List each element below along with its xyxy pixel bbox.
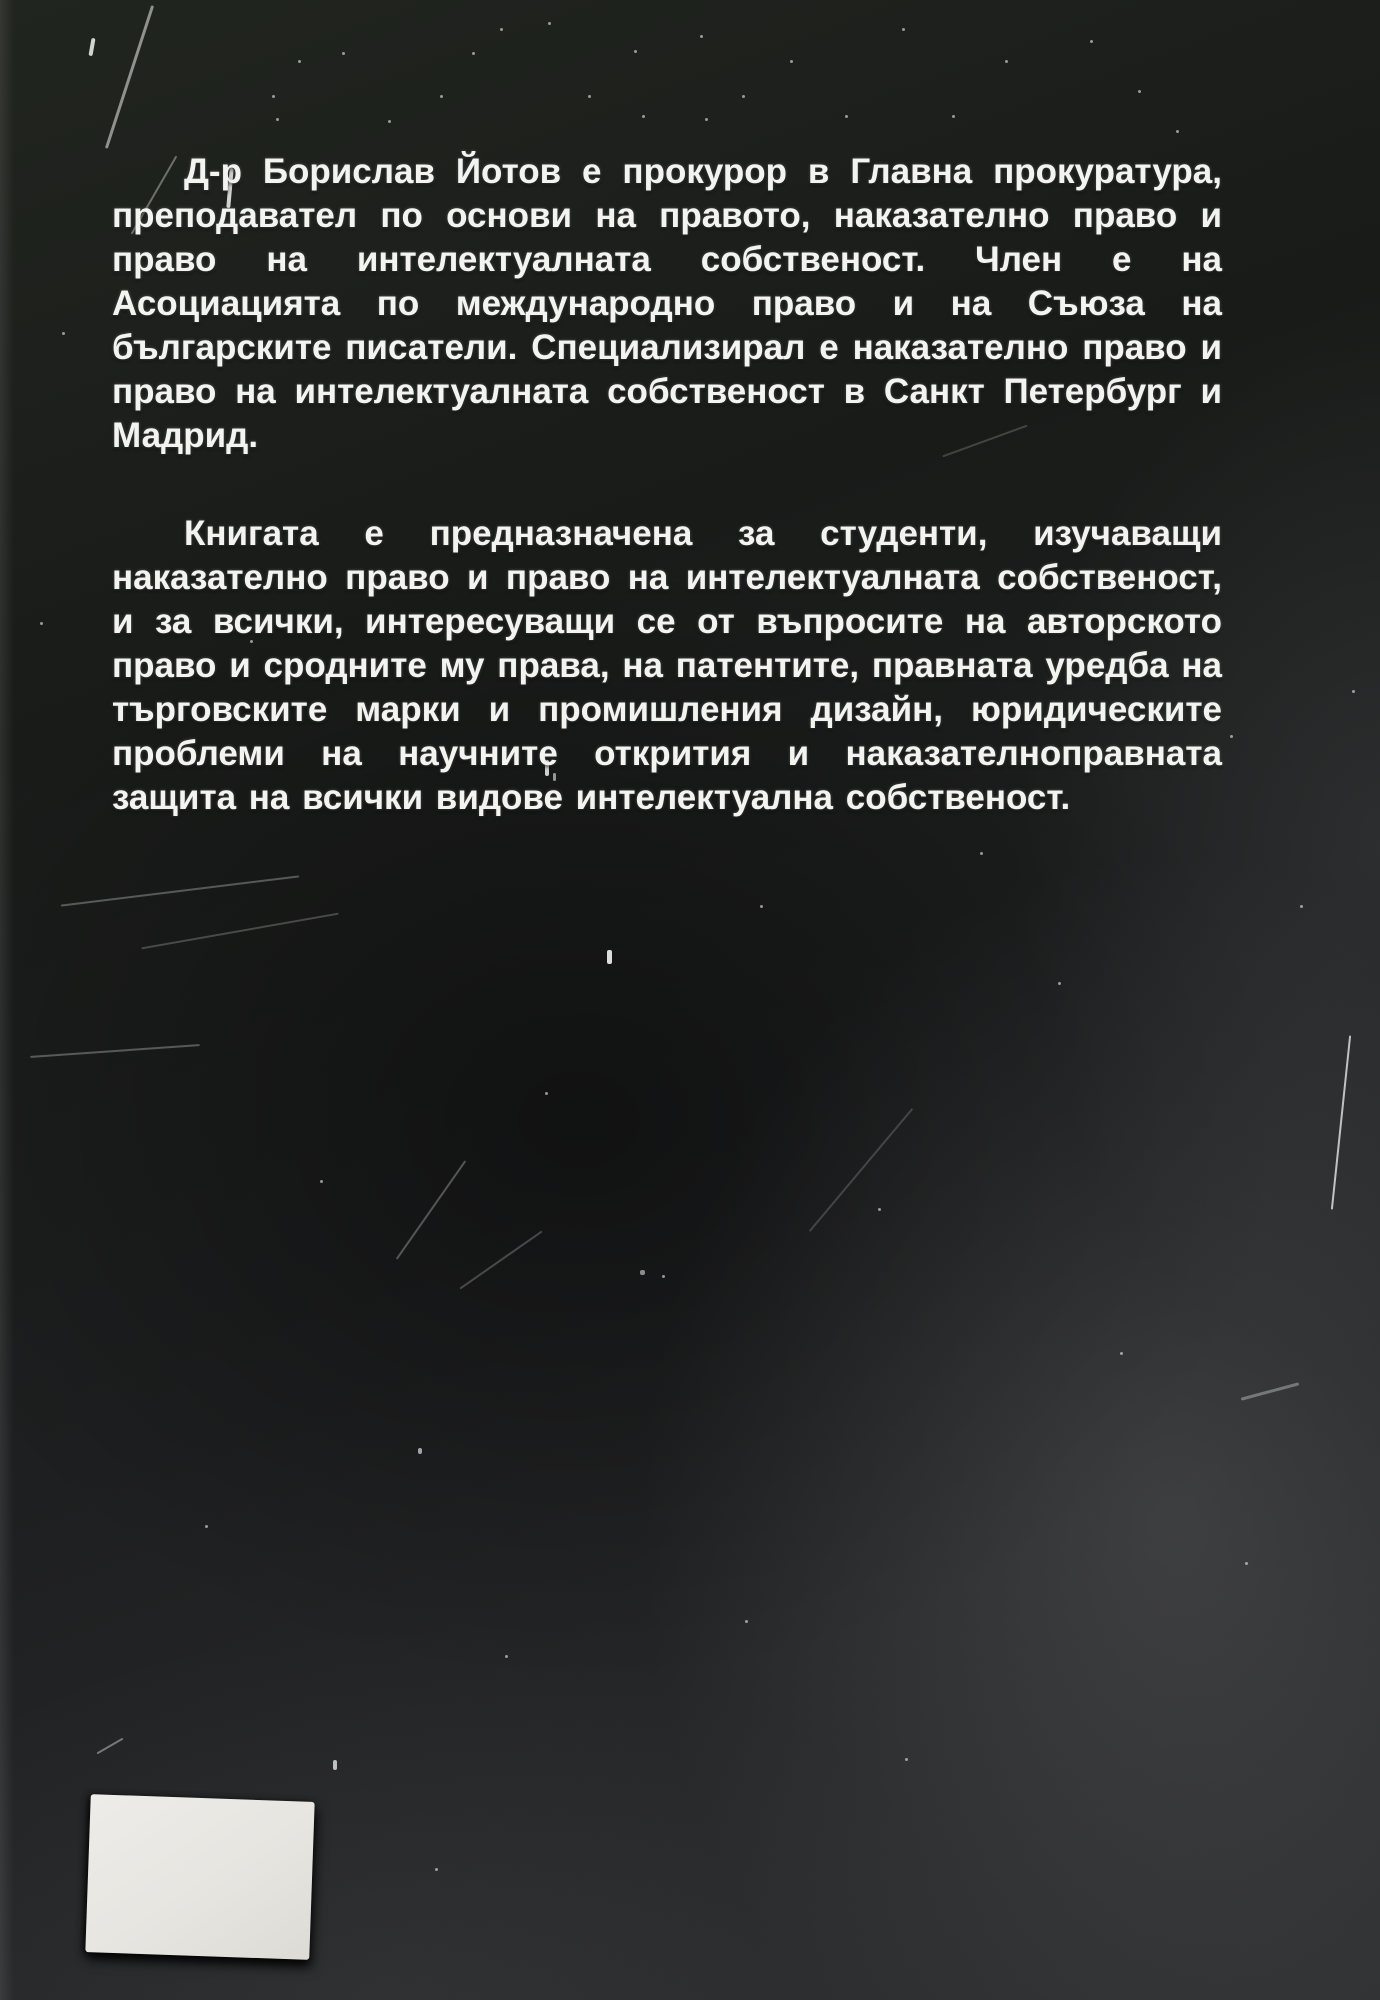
- scratch-mark: [396, 1160, 466, 1259]
- speck-texture: [272, 95, 275, 98]
- scratch-mark: [333, 1760, 337, 1770]
- author-bio-paragraph: Д-р Борислав Йотов е прокурор в Главна прокуратура, преподавател по основи на правото, наказателно право и право на интелектуалната собственост. Член е на Асоциацията по международно право и на Съюза на българските писатели. Специализирал е наказателно право и право на интелектуалната собственост в Санкт Петербург и Мадрид.: [112, 152, 1222, 455]
- back-cover-text: [112, 150, 1222, 820]
- scratch-mark: [809, 1108, 913, 1232]
- scratch-mark: [640, 1270, 645, 1275]
- price-sticker: [85, 1794, 314, 1960]
- scratch-mark: [141, 913, 338, 950]
- scratch-mark: [30, 1044, 200, 1058]
- book-description-paragraph: Книгата е предназначена за студенти, изучаващи наказателно право и право на интелектуалната собственост, и за всички, интересуващи се от въпросите на авторското право и сродните му права, на патентите, правната уредба на търговските марки и промишления дизайн, юридическите проблеми на научните открития и наказателноправната защита на всички видове интелектуална собственост.: [112, 514, 1222, 817]
- scratch-mark: [1241, 1382, 1300, 1400]
- scratch-mark: [607, 950, 612, 964]
- scratch-mark: [105, 5, 154, 149]
- scratch-mark: [97, 1738, 124, 1755]
- scratch-mark: [1331, 1035, 1351, 1209]
- scratch-mark: [459, 1231, 542, 1290]
- scratch-mark: [418, 1448, 422, 1454]
- scratch-mark: [88, 38, 95, 56]
- scratch-mark: [61, 875, 299, 906]
